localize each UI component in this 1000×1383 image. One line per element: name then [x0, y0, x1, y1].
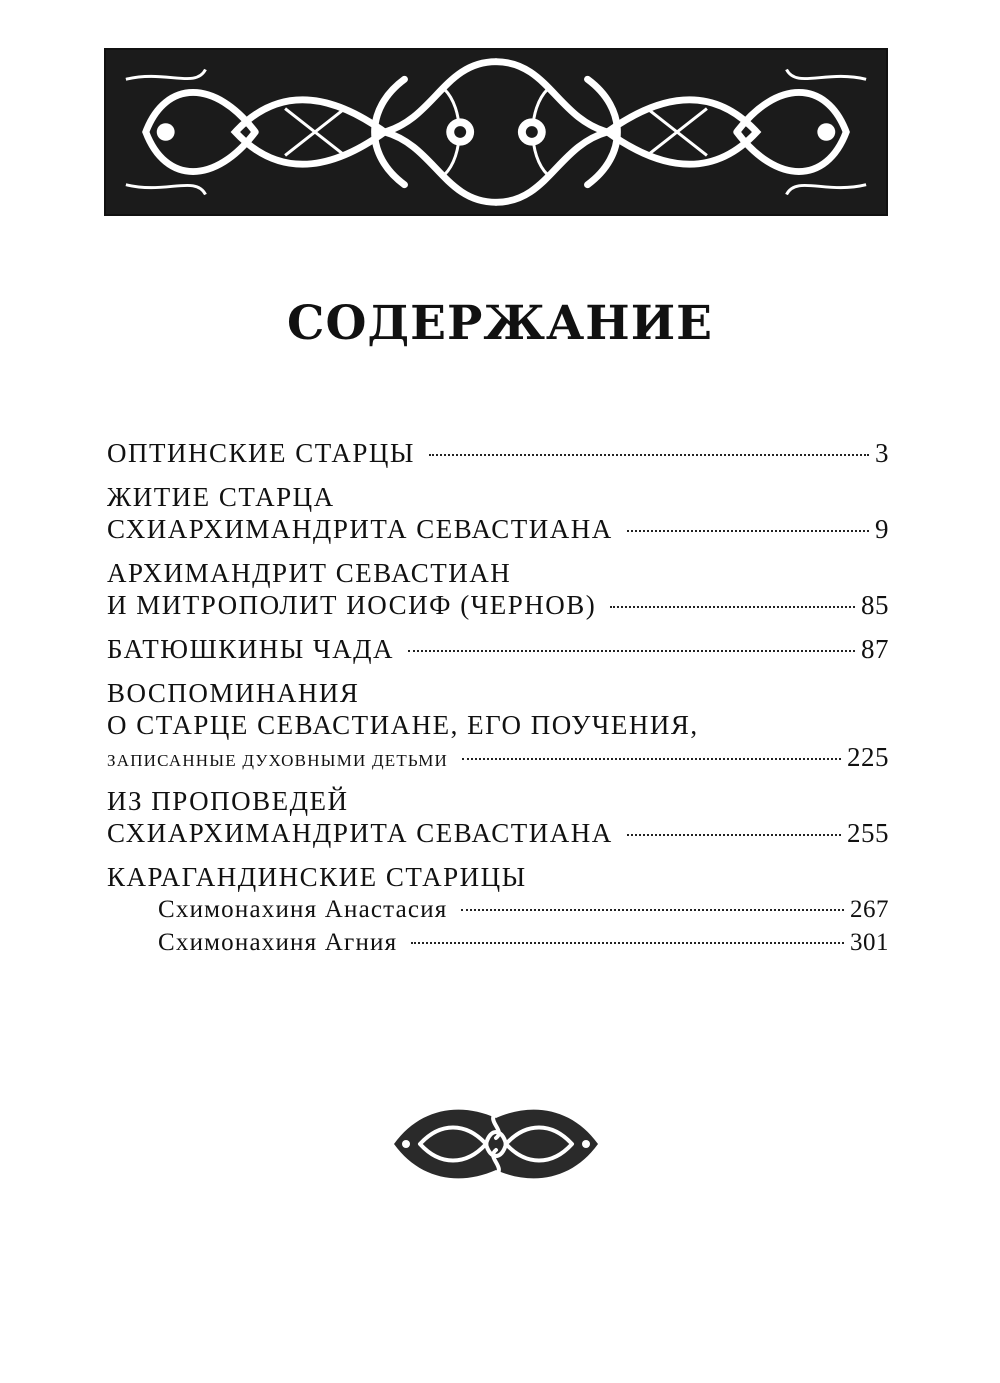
toc-subitem-row[interactable] — [107, 926, 889, 959]
toc-entry — [107, 677, 889, 773]
toc-page-number: 255 — [847, 818, 889, 848]
toc-entry — [107, 633, 889, 665]
dot-leader — [408, 650, 855, 652]
toc-page-number: 9 — [875, 514, 889, 544]
toc-entry — [107, 785, 889, 849]
dot-leader — [411, 942, 844, 944]
toc-entry — [107, 437, 889, 469]
toc-page-number: 225 — [847, 742, 889, 772]
toc-row[interactable] — [107, 437, 889, 469]
toc-subitem-title: Схимонахиня Агния — [158, 929, 398, 956]
toc-entry — [107, 557, 889, 621]
dot-leader — [610, 606, 855, 608]
toc-entry-title-line: ИЗ ПРОПОВЕДЕЙ — [107, 786, 349, 816]
toc-entry-title-line: АРХИМАНДРИТ СЕВАСТИАН — [107, 558, 512, 588]
toc-entry-title: ОПТИНСКИЕ СТАРЦЫ — [107, 438, 415, 468]
dot-leader — [461, 909, 844, 911]
toc-page-number: 3 — [875, 438, 889, 468]
toc-entry-title: СХИАРХИМАНДРИТА СЕВАСТИАНА — [107, 514, 613, 544]
dot-leader — [627, 834, 841, 836]
dot-leader — [429, 454, 869, 456]
toc-entry-title-line: КАРАГАНДИНСКИЕ СТАРИЦЫ — [107, 862, 527, 892]
toc-row[interactable] — [107, 513, 889, 545]
toc-entry-title-line: ЖИТИЕ СТАРЦА — [107, 482, 335, 512]
toc-entry-title: СХИАРХИМАНДРИТА СЕВАСТИАНА — [107, 818, 613, 848]
toc-row[interactable] — [107, 589, 889, 621]
toc-subitem-title: Схимонахиня Анастасия — [158, 896, 448, 923]
toc-page-number: 301 — [850, 929, 889, 956]
toc-entry-title-line: О СТАРЦЕ СЕВАСТИАНЕ, ЕГО ПОУЧЕНИЯ, — [107, 710, 699, 740]
table-of-contents — [107, 437, 889, 971]
toc-entry-title-line: ВОСПОМИНАНИЯ — [107, 678, 360, 708]
toc-subitem-row[interactable] — [107, 893, 889, 926]
dot-leader — [462, 758, 841, 760]
toc-row[interactable] — [107, 817, 889, 849]
header-ornament-banner — [104, 48, 888, 216]
toc-row[interactable] — [107, 741, 889, 773]
footer-ornament — [390, 1098, 602, 1190]
toc-row[interactable] — [107, 633, 889, 665]
toc-entry — [107, 481, 889, 545]
toc-page-number: 85 — [861, 590, 889, 620]
toc-entry — [107, 861, 889, 959]
toc-page-number: 87 — [861, 634, 889, 664]
page-title: СОДЕРЖАНИЕ — [287, 296, 713, 351]
dot-leader — [627, 530, 869, 532]
toc-entry-title: И МИТРОПОЛИТ ИОСИФ (ЧЕРНОВ) — [107, 590, 597, 620]
toc-page-number: 267 — [850, 896, 889, 923]
knot-vignette-icon — [390, 1098, 602, 1190]
toc-entry-title: БАТЮШКИНЫ ЧАДА — [107, 634, 395, 664]
toc-entry-title: ЗАПИСАННЫЕ ДУХОВНЫМИ ДЕТЬМИ — [107, 751, 448, 770]
celtic-knot-icon — [106, 50, 886, 214]
